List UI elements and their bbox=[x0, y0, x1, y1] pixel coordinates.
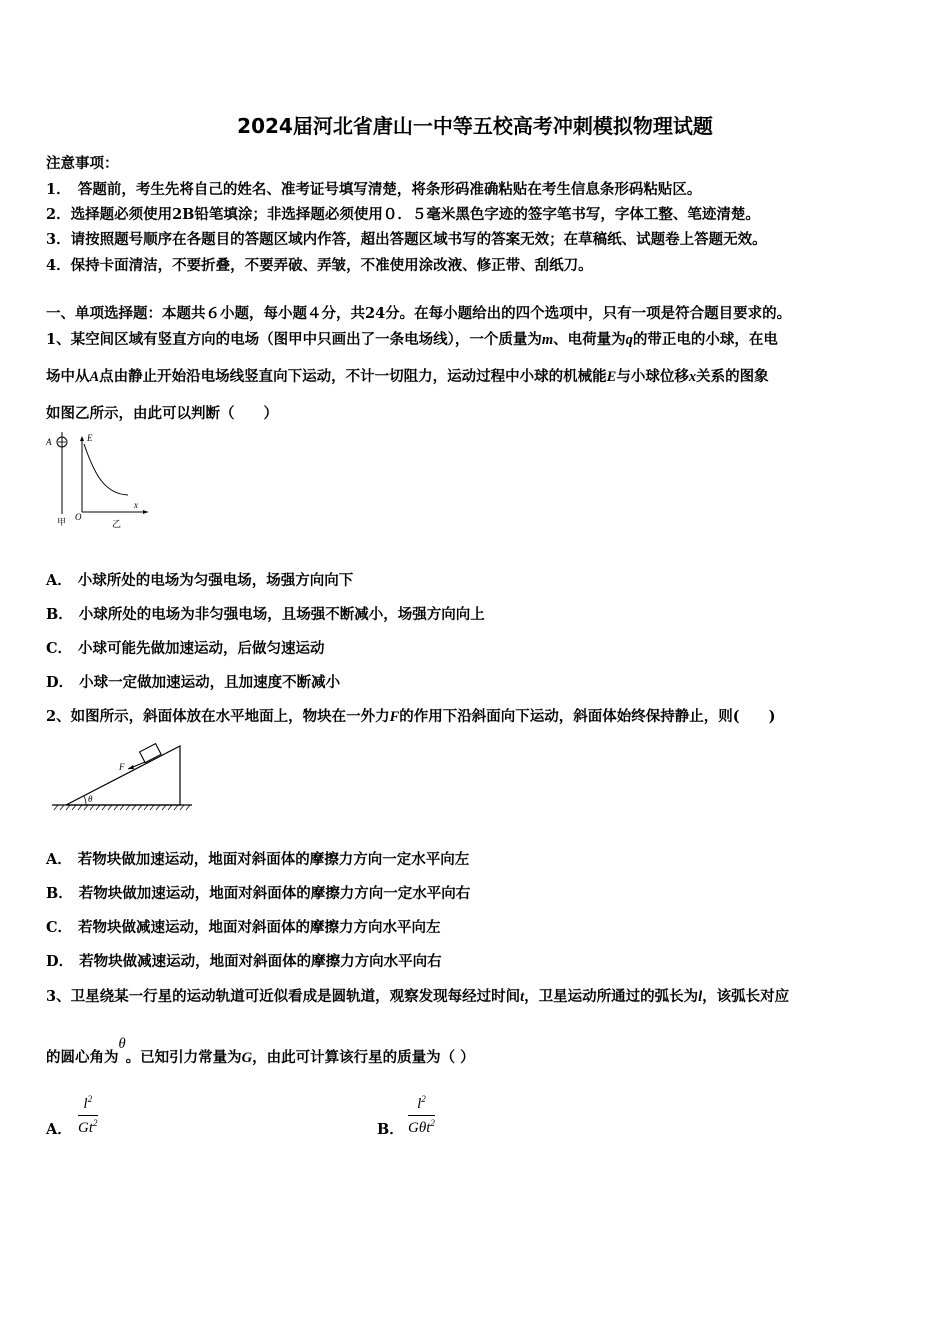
notice-item: 4．保持卡面清洁，不要折叠，不要弄破、弄皱，不准使用涂改液、修正带、刮纸刀。 bbox=[46, 257, 593, 274]
fig-label-x: x bbox=[134, 500, 138, 510]
q2-stem: 2、如图所示，斜面体放在水平地面上，物块在一外力F的作用下沿斜面向下运动，斜面体始终保持静止，则( ) bbox=[46, 708, 776, 725]
q2-option-a: A． 若物块做加速运动，地面对斜面体的摩擦力方向一定水平向左 bbox=[46, 851, 470, 868]
block bbox=[140, 744, 162, 763]
fig-label-A: A bbox=[46, 437, 52, 447]
q1-stem-line3: 如图乙所示，由此可以判断（ ） bbox=[46, 405, 278, 422]
notice-heading: 注意事项： bbox=[46, 155, 119, 172]
q1-option-a: A． 小球所处的电场为匀强电场，场强方向向下 bbox=[46, 572, 354, 589]
fig-label-jia: 甲 bbox=[57, 517, 67, 527]
q1-option-d: D． 小球一定做加速运动，且加速度不断减小 bbox=[46, 674, 341, 691]
q1-stem-line1: 1、某空间区域有竖直方向的电场（图甲中只画出了一条电场线），一个质量为m、电荷量为q的带正电的小球，在电 bbox=[46, 331, 778, 348]
q3-option-b-label: B． bbox=[377, 1121, 404, 1138]
q2-option-c: C． 若物块做减速运动，地面对斜面体的摩擦力方向水平向左 bbox=[46, 919, 441, 936]
fig-label-O: O bbox=[75, 512, 82, 522]
incline bbox=[66, 746, 180, 805]
q1-stem-line2: 场中从A点由静止开始沿电场线竖直向下运动，不计一切阻力，运动过程中小球的机械能E与小球位移x关系的图象 bbox=[46, 368, 769, 385]
q3-option-a-fraction: $l^2$ Gt$^2$ bbox=[78, 1094, 98, 1136]
fig-label-yi: 乙 bbox=[112, 519, 122, 529]
q1-option-c: C． 小球可能先做加速运动，后做匀速运动 bbox=[46, 640, 325, 657]
e-x-curve bbox=[84, 444, 128, 495]
q1-option-b: B． 小球所处的电场为非匀强电场，且场强不断减小，场强方向向上 bbox=[46, 606, 485, 623]
fig-label-E: E bbox=[87, 433, 93, 443]
q2-option-d: D． 若物块做减速运动，地面对斜面体的摩擦力方向水平向右 bbox=[46, 953, 442, 970]
fig-label-theta: θ bbox=[88, 794, 93, 804]
angle-arc bbox=[84, 796, 86, 805]
q3-stem-line2: 的圆心角为θ。已知引力常量为G，由此可计算该行星的质量为（ ） bbox=[46, 1036, 475, 1066]
notice-item: 1． 答题前，考生先将自己的姓名、准考证号填写清楚，将条形码准确粘贴在考生信息条形码粘贴区。 bbox=[46, 181, 702, 198]
q2-option-b: B． 若物块做加速运动，地面对斜面体的摩擦力方向一定水平向右 bbox=[46, 885, 471, 902]
q3-stem-line1: 3、卫星绕某一行星的运动轨道可近似看成是圆轨道，观察发现每经过时间t，卫星运动所通过的弧长为l，该弧长对应 bbox=[46, 988, 790, 1005]
q2-figure bbox=[46, 736, 196, 816]
notice-item: 2．选择题必须使用2B铅笔填涂；非选择题必须使用０．５毫米黑色字迹的签字笔书写，字体工整、笔迹清楚。 bbox=[46, 206, 760, 223]
q3-option-b-fraction: $l^2$ Gθt$^2$ bbox=[408, 1094, 435, 1136]
section-heading: 一、单项选择题：本题共６小题，每小题４分，共24分。在每小题给出的四个选项中，只有一项是符合题目要求的。 bbox=[46, 305, 792, 322]
q3-option-a-label: A． bbox=[46, 1121, 72, 1138]
page-title: 2024届河北省唐山一中等五校高考冲刺模拟物理试题 bbox=[237, 114, 713, 138]
q1-figure bbox=[44, 428, 154, 530]
fig-label-F: F bbox=[119, 762, 125, 772]
notice-item: 3．请按照题号顺序在各题目的答题区域内作答，超出答题区域书写的答案无效；在草稿纸、试题卷上答题无效。 bbox=[46, 231, 767, 248]
